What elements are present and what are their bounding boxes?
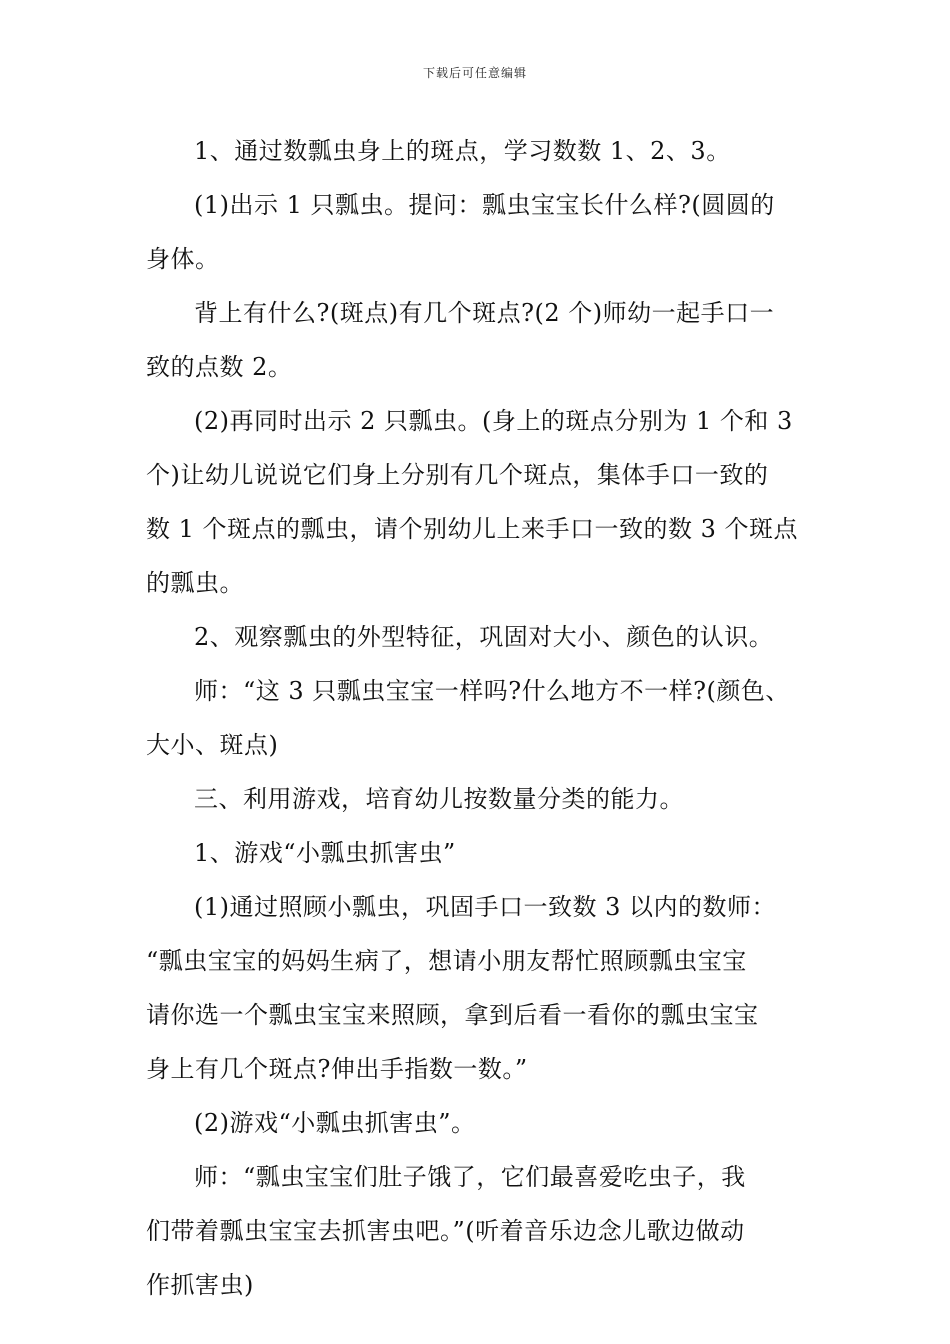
text-line: 请你选一个瓢虫宝宝来照顾，拿到后看一看你的瓢虫宝宝 (146, 1001, 759, 1029)
paragraph (146, 772, 810, 826)
paragraph (146, 610, 810, 664)
paragraph (146, 664, 810, 772)
text-line: 背上有什么?(斑点)有几个斑点?(2 个)师幼一起手口一 (194, 299, 775, 327)
text-line: 师：“这 3 只瓢虫宝宝一样吗?什么地方不一样?(颜色、 (194, 677, 790, 705)
text-line: (2)再同时出示 2 只瓢虫。(身上的斑点分别为 1 个和 3 (194, 407, 793, 435)
text-line: 1、游戏“小瓢虫抓害虫” (194, 839, 456, 867)
paragraph (146, 1096, 810, 1150)
paragraph (146, 286, 810, 394)
text-line: 身上有几个斑点?伸出手指数一数。” (146, 1055, 528, 1083)
text-line: 三、利用游戏，培育幼儿按数量分类的能力。 (194, 785, 684, 813)
text-line: 致的点数 2。 (146, 353, 293, 381)
paragraph (146, 178, 810, 286)
text-line: 们带着瓢虫宝宝去抓害虫吧。”(听着音乐边念儿歌边做动 (146, 1217, 745, 1245)
text-line: 身体。 (146, 245, 220, 273)
text-line: 1、通过数瓢虫身上的斑点，学习数数 1、2、3。 (194, 137, 731, 165)
text-line: 师：“瓢虫宝宝们肚子饿了，它们最喜爱吃虫子，我 (194, 1163, 746, 1191)
text-line: (1)出示 1 只瓢虫。提问：瓢虫宝宝长什么样?(圆圆的 (194, 191, 775, 219)
text-line: “瓢虫宝宝的妈妈生病了，想请小朋友帮忙照顾瓢虫宝宝 (146, 947, 747, 975)
text-line: (2)游戏“小瓢虫抓害虫”。 (194, 1109, 476, 1137)
text-line: (1)通过照顾小瓢虫，巩固手口一致数 3 以内的数师： (194, 893, 777, 921)
text-line: 数 1 个斑点的瓢虫，请个别幼儿上来手口一致的数 3 个斑点 (146, 515, 799, 543)
text-line: 大小、斑点) (146, 731, 279, 759)
paragraph (146, 124, 810, 178)
text-line: 作抓害虫) (146, 1271, 254, 1299)
paragraph (146, 394, 810, 610)
text-line: 2、观察瓢虫的外型特征，巩固对大小、颜色的认识。 (194, 623, 774, 651)
document-body (146, 124, 810, 1312)
paragraph (146, 1150, 810, 1312)
page-header-note: 下载后可任意编辑 (422, 66, 527, 80)
text-line: 个)让幼儿说说它们身上分别有几个斑点，集体手口一致的 (146, 461, 769, 489)
text-line: 的瓢虫。 (146, 569, 244, 597)
paragraph (146, 826, 810, 880)
paragraph (146, 880, 810, 1096)
